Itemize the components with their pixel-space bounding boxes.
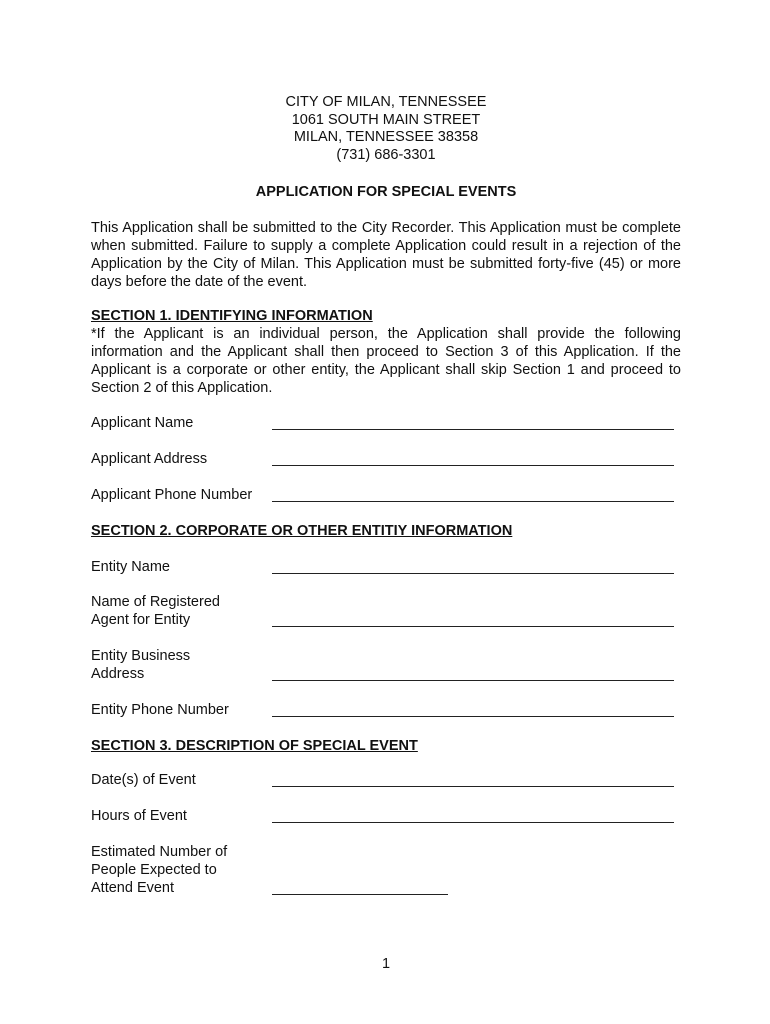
document-page <box>91 0 681 1024</box>
attendance-label-line2: People Expected to <box>91 862 217 878</box>
attendance-label-line3: Attend Event <box>91 880 175 896</box>
event-hours-line[interactable] <box>272 822 674 823</box>
header-phone: (731) 686-3301 <box>336 146 436 163</box>
section-2-heading: SECTION 2. CORPORATE OR OTHER ENTITIY INFORMATION <box>91 523 513 539</box>
event-dates-line[interactable] <box>272 786 674 787</box>
applicant-phone-line[interactable] <box>272 501 674 502</box>
event-dates-label: Date(s) of Event <box>91 772 196 788</box>
registered-agent-line[interactable] <box>272 626 674 627</box>
section-1-note: *If the Applicant is an individual person, the Application shall provide the following information and the Applicant shall then proceed to Section 3 of this Application. If the Applicant is a corporate or other entity, the Applicant shall skip Section 1 and proceed to Section 2 of this Application. <box>91 326 681 396</box>
entity-phone-label: Entity Phone Number <box>91 702 229 718</box>
header-street-address: 1061 SOUTH MAIN STREET <box>291 111 481 128</box>
entity-address-label-line1: Entity Business <box>91 648 191 664</box>
city-header <box>91 94 681 164</box>
entity-name-line[interactable] <box>272 573 674 574</box>
entity-address-line[interactable] <box>272 680 674 681</box>
applicant-address-label: Applicant Address <box>91 451 208 467</box>
attendance-line[interactable] <box>272 894 448 895</box>
intro-paragraph: This Application shall be submitted to the City Recorder. This Application must be complete when submitted. Failure to supply a complete Application could result in a rejection of the Application by the City of Milan. This Application must be submitted forty-five (45) or more days before the date of the event. <box>91 220 681 290</box>
section-3-heading: SECTION 3. DESCRIPTION OF SPECIAL EVENT <box>91 738 418 754</box>
applicant-name-line[interactable] <box>272 429 674 430</box>
attendance-label-line1: Estimated Number of <box>91 844 228 860</box>
header-city-name: CITY OF MILAN, TENNESSEE <box>285 94 487 110</box>
entity-address-label-line2: Address <box>91 666 145 682</box>
section-1-heading: SECTION 1. IDENTIFYING INFORMATION <box>91 308 373 324</box>
registered-agent-label-line1: Name of Registered <box>91 594 220 610</box>
applicant-address-line[interactable] <box>272 465 674 466</box>
applicant-name-label: Applicant Name <box>91 415 194 431</box>
applicant-phone-label: Applicant Phone Number <box>91 487 253 503</box>
header-city-state-zip: MILAN, TENNESSEE 38358 <box>293 129 479 145</box>
document-title: APPLICATION FOR SPECIAL EVENTS <box>255 184 517 200</box>
event-hours-label: Hours of Event <box>91 808 187 824</box>
entity-name-label: Entity Name <box>91 559 170 575</box>
entity-phone-line[interactable] <box>272 716 674 717</box>
page-number: 1 <box>381 956 391 972</box>
registered-agent-label-line2: Agent for Entity <box>91 612 191 628</box>
